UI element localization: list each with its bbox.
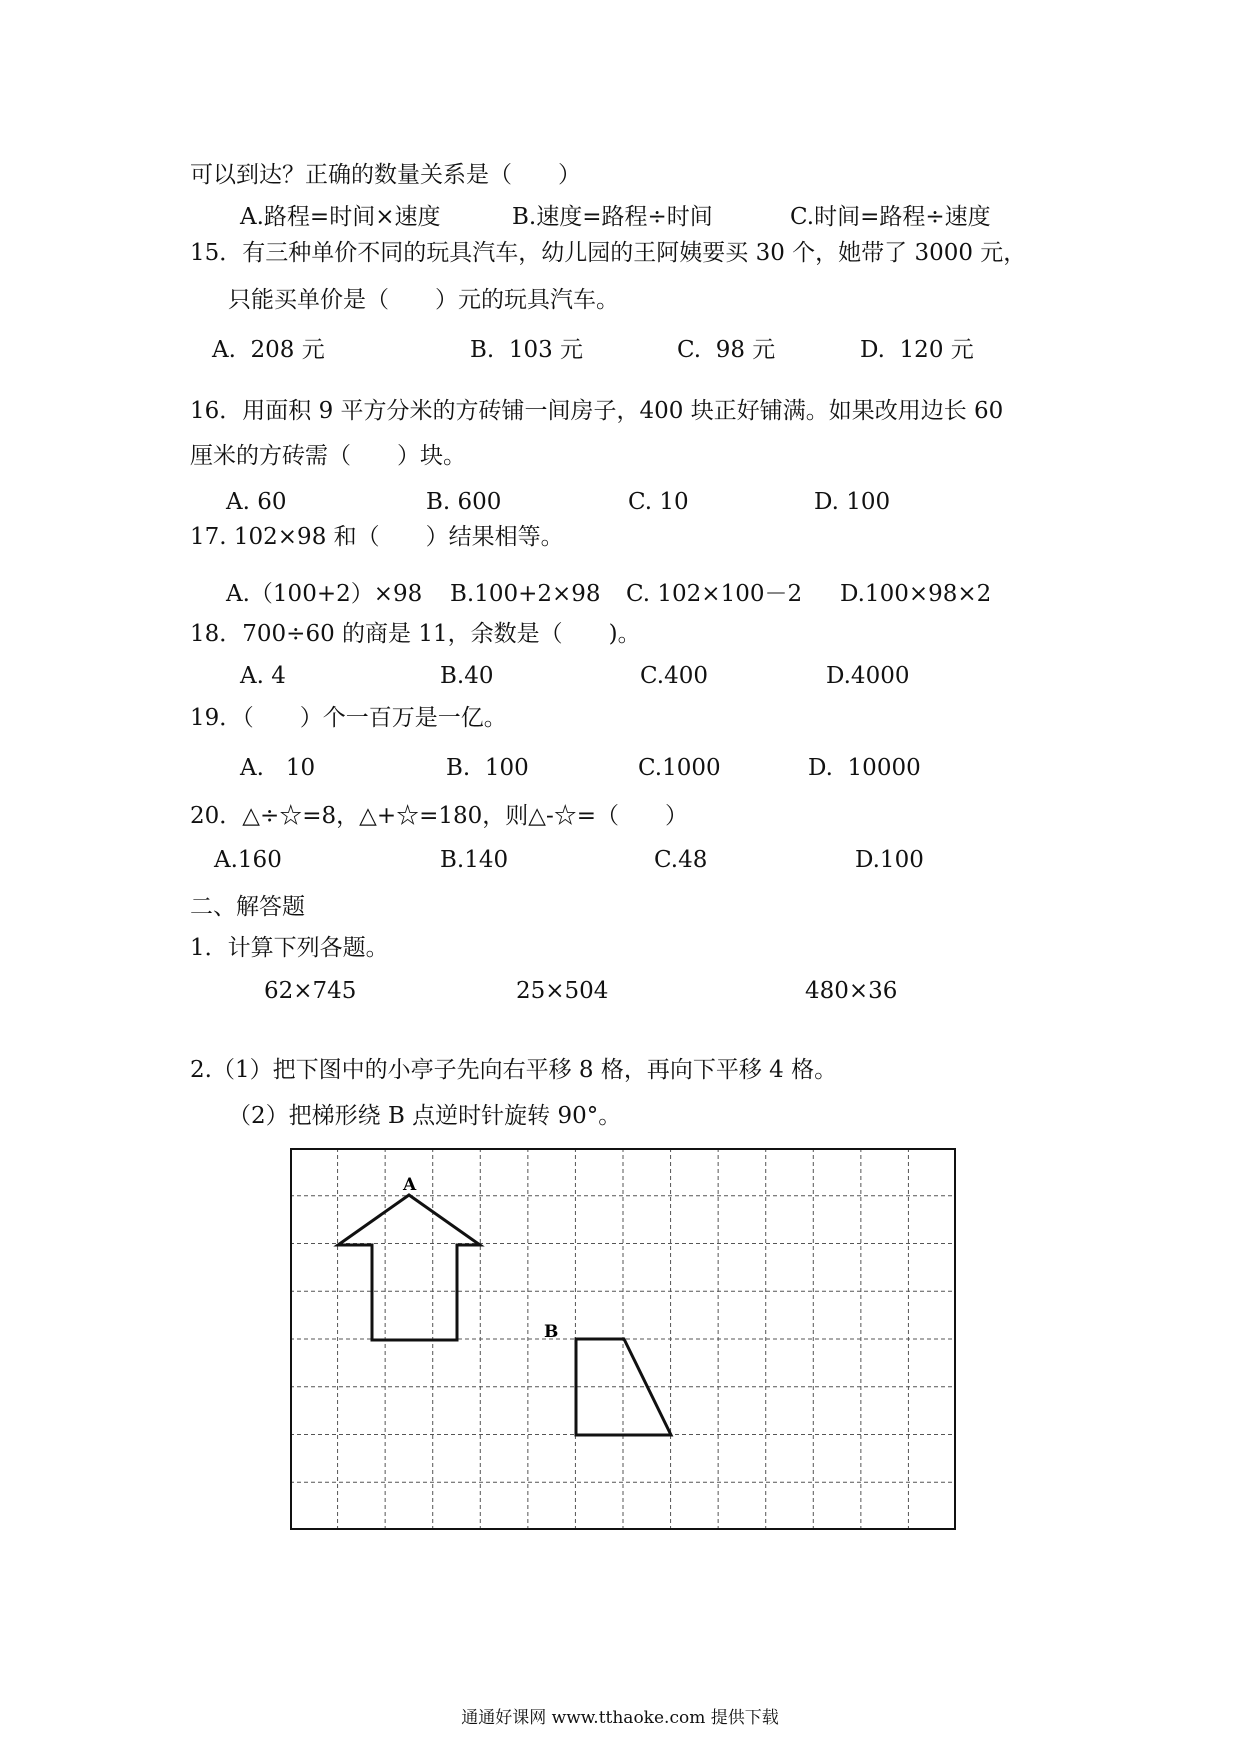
point-b-label: B xyxy=(544,1322,559,1342)
q20-line1: 20．△÷☆=8，△+☆=180，则△-☆=（ ） xyxy=(190,803,688,829)
q17-option-d: D.100×98×2 xyxy=(840,581,992,607)
q20-option-a: A.160 xyxy=(214,847,282,873)
q14-option-b: B.速度=路程÷时间 xyxy=(512,204,713,230)
q19-option-b: B. 100 xyxy=(446,755,529,781)
pavilion-shape xyxy=(338,1195,480,1340)
grid-svg xyxy=(290,1148,956,1530)
problem2-line2: （2）把梯形绕 B 点逆时针旋转 90°。 xyxy=(228,1103,622,1129)
q19-option-d: D. 10000 xyxy=(808,755,921,781)
q18-option-d: D.4000 xyxy=(826,663,910,689)
q16-option-d: D. 100 xyxy=(814,489,891,515)
q19-line1: 19．（ ）个一百万是一亿。 xyxy=(190,705,507,731)
q15-line1: 15．有三种单价不同的玩具汽车，幼儿园的王阿姨要买 30 个，她带了 3000 元， xyxy=(190,240,1027,266)
q15-line2: 只能买单价是（ ）元的玩具汽车。 xyxy=(228,287,619,313)
q20-option-d: D.100 xyxy=(855,847,924,873)
q15-option-b: B. 103 元 xyxy=(470,337,584,363)
q18-option-c: C.400 xyxy=(640,663,708,689)
q16-option-c: C. 10 xyxy=(628,489,689,515)
q15-option-d: D. 120 元 xyxy=(860,337,974,363)
q17-option-a: A.（100+2）×98 xyxy=(226,581,423,607)
q19-option-a: A. 10 xyxy=(240,755,316,781)
point-a-label: A xyxy=(403,1175,417,1195)
footer-credit: 通通好课网 www.tthaoke.com 提供下载 xyxy=(461,1708,779,1728)
q20-option-c: C.48 xyxy=(654,847,708,873)
q18-option-b: B.40 xyxy=(440,663,494,689)
problem1-item-3: 480×36 xyxy=(805,978,898,1004)
q15-option-a: A. 208 元 xyxy=(212,337,325,363)
q14-option-c: C.时间=路程÷速度 xyxy=(790,204,991,230)
section2-heading: 二、解答题 xyxy=(190,894,305,920)
q15-option-c: C. 98 元 xyxy=(677,337,776,363)
problem2-line1: 2.（1）把下图中的小亭子先向右平移 8 格，再向下平移 4 格。 xyxy=(190,1057,838,1083)
problem1-item-1: 62×745 xyxy=(264,978,357,1004)
q17-option-c: C. 102×100－2 xyxy=(626,581,803,607)
grid-figure xyxy=(290,1148,956,1530)
q17-line1: 17. 102×98 和（ ）结果相等。 xyxy=(190,524,564,550)
q16-line1: 16．用面积 9 平方分米的方砖铺一间房子，400 块正好铺满。如果改用边长 60 xyxy=(190,398,1004,424)
q14-option-a: A.路程=时间×速度 xyxy=(240,204,441,230)
q16-option-b: B. 600 xyxy=(426,489,502,515)
problem1-title: 1．计算下列各题。 xyxy=(190,935,389,961)
q20-option-b: B.140 xyxy=(440,847,509,873)
q19-option-c: C.1000 xyxy=(638,755,721,781)
q16-line2: 厘米的方砖需（ ）块。 xyxy=(190,443,466,469)
problem1-item-2: 25×504 xyxy=(516,978,609,1004)
q16-option-a: A. 60 xyxy=(226,489,287,515)
q18-option-a: A. 4 xyxy=(240,663,286,689)
q18-line1: 18．700÷60 的商是 11，余数是（ )。 xyxy=(190,621,641,647)
q14-continuation: 可以到达？正确的数量关系是（ ） xyxy=(190,162,581,188)
q17-option-b: B.100+2×98 xyxy=(450,581,601,607)
